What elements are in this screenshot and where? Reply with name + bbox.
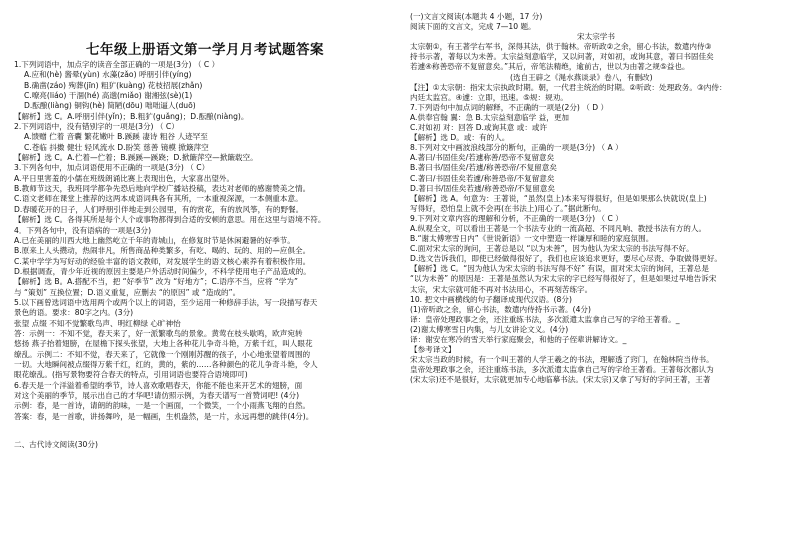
text-line: 【参考译文】: [410, 345, 456, 355]
section-heading: 二、古代诗文阅读(30分): [14, 440, 98, 450]
text-line: 【解析】选 C。A.伫着—伫着；B.蹊蹊—蹊跷；D.掀簸萍空—掀簸载空。: [14, 153, 258, 163]
text-line: 对这个美丽的季节，展示出自己的才华吧!请仿照示例，为春天谱写一首赞词吧! (4分): [14, 391, 300, 400]
text-line: A.馈赠 伫着 音囊 繁花嫩叶 B.蹊蹊 凄诗 粗谷 人迹罕至: [24, 132, 208, 142]
text-line: 持书示著，著每以为未善。太宗益刻意临学，又以问著，对如初，或询其意，著曰书固佳矣: [410, 52, 714, 62]
text-line: 与 “策划” 互换位置；D.语义重复，应删去 “的原因” 或 “造成的”。: [14, 287, 241, 297]
left-body: [14, 60, 396, 422]
text-line: 缭乱。示例二：不知不觉，春天来了，它就像一个刚刚苏醒的孩子，小心地张望着周围的: [14, 349, 311, 359]
text-line: (一)文言文阅读(本题共 4 小题，17 分): [410, 12, 543, 21]
text-line: A.供奉官翰 翼：急 B.太宗益刻意临学 益，更加: [410, 112, 570, 122]
text-line: C.对如初 对：回答 D.或询其意 或：或许: [410, 123, 548, 133]
text-line: 一切。大地瞬间被点缀得万紫千红，红的，黄的，紫的……各种颜色的花儿争奇斗艳，令人: [14, 359, 318, 369]
text-line: 宋太宗当政的时候，有一个叫王著的人学王羲之的书法，理解透了窍门，在翰林院当侍书。: [410, 355, 714, 365]
text-line: 皇帝处理政事之余，还注重练书法，多次派遣太监拿自己写的字给王著看。王著每次都认为: [410, 365, 714, 375]
page-title: 七年级上册语文第一学月月考试题答案: [86, 42, 324, 58]
text-line: B.“谢太傅寒雪日内”《世说新语》一文中塑造一样谦厚和睦的家庭氛围。: [410, 234, 654, 244]
text-line: 3.下列各句中，加点词语使用不正确的一项是(3分) （ C）: [14, 163, 210, 173]
text-line: D.春暖花开的日子，人们呼朋引伴地走到公园里，有的赏花，有的放风筝，有的野餐。: [14, 204, 304, 214]
text-line: 答案：春，是一首歌，讲扬舞吟，是一幅画，生机盎然，是一片，永远再想的跳伴(4分)。: [14, 411, 314, 421]
text-line: 张望 点缀 不知不觉繁歌鸟声、明红柳绿 心旷神怡: [14, 318, 181, 328]
text-line: C.苍临 抖擞 健壮 轻风流水 D.盼笑 慈善 镜模 掀簸萍空: [24, 142, 209, 152]
text-line: (2)谢太傅寒雪日内集，与儿女讲论文义。(4分): [410, 324, 569, 334]
text-line: A.平日里害羞的小儒在班级朗诵比赛上表现出色，大家喜出望外。: [14, 173, 235, 183]
text-line: 译：皇帝处理政事之余，还注重练书法，多次派遣太监拿自己写的字给王著看。_: [410, 314, 680, 324]
text-line: 悠扬 燕子抬着翅膀，在屋檐下探头张望，大地上各种花儿争奇斗艳，万紫千红，叫人眼花: [14, 339, 313, 349]
source-note: (选自王辟之《渑水燕谈录》卷八，有删改): [510, 72, 653, 82]
text-line: 眼花缭乱。(指写景物要符合春天的特点，引用词语也要符合语境即可): [14, 370, 248, 380]
text-line: B.原来上人头攒动，热闹非凡，所售商品种类繁多，有吃、喝的、玩的、用的—应俱全。: [14, 246, 311, 256]
left-column: [14, 0, 396, 450]
text-line: (1)帝听政之余，留心书法，数遣内侍持书示著。(4分): [410, 304, 591, 314]
text-line: 太宗，宋太宗就可能不再对书法用心，不再刻苦练字。: [410, 284, 593, 294]
text-line: 4．下列各句中，没有语病的一项是(3分): [14, 225, 152, 235]
text-line: A.纵观全文，可以看出王著是一个书法专业的一流高超、不同凡响、教授书法有方的人。: [410, 223, 707, 233]
text-line: 阅读下面的文言文，完成 7—10 题。: [410, 22, 536, 32]
text-line: “以为未善” 的原因是：王著是虽然认为宋太宗的字已经写得很好了，但是如果过早地告诉宋: [410, 274, 717, 284]
text-line: D.根据调查，青少年近视的原因主要是户外活动时间偏少，不科学使用电子产品造成的。: [14, 266, 311, 276]
passage-title: 宋太宗学书: [577, 32, 615, 42]
text-line: 8.下列对文中画波浪线部分的断句，正确的一项是(3分) （ A ）: [410, 143, 623, 153]
text-line: 【解析】选 C。A.呼朋引伴(yǐn)；B.粗犷(guǎng)；D.酝酿(niàng)。: [14, 111, 249, 121]
text-line: 1.下列词语中，加点字的读音全部正确的一项是(3分) （ C ）: [14, 60, 220, 69]
text-line: 5.以下画曾选词语中选用两个或两个以上的词语，至少运用一种修辞手法，写一段描写春天: [14, 297, 318, 307]
text-line: C.语文老师在课堂上推荐的这两本成语词典各有其所，一本重视深源，一本侧重本意。: [14, 194, 303, 204]
text-line: 6.春天是一个洋溢着希望的季节，诗人喜欢歌唱春天，你能不能也来开艺术的翅膀，面: [14, 380, 303, 390]
text-line: 示例：春，是一首诗，请朗的韵味，一是一个画面，一个微笑，一个小雨燕飞翔的自然。: [14, 401, 311, 411]
text-line: D.选文告诉我们，即使已经做得很好了，我们也应该追求更好，要尽心尽责、争取做得更好。: [410, 254, 723, 264]
text-line: 【解析】选 B。A.搭配不当，把 “好季节” 改为 “好地方”；C.语序不当，应将 “学为”: [14, 277, 298, 287]
text-line: C.著曰/书固佳矣若遽/称善恐帝/不复留意矣: [410, 173, 555, 183]
text-line: 10. 把文中画横线的句子翻译成现代汉语。(8分): [410, 294, 572, 304]
text-line: 若遽④称善恐帝不复留意矣。”其后，帝笔法精绝，逾前古，世以为由著之规⑤益也。: [410, 62, 690, 72]
text-line: 内廷太监宫。④遽：立即，迅速。⑤规：规劝。: [410, 92, 568, 102]
text-line: D.著曰书/固佳矣若遽/称善恐帝/不复留意矣: [410, 183, 556, 193]
text-line: C.嘹亮(liáo) 干涸(hé) 高邈(miǎo) 谢湘弦(sè)(1): [24, 91, 193, 101]
text-line: C.面对宋太宗的询问，王著总是以 “以为未善”，因为他认为宋太宗的书法写得不好。: [410, 244, 694, 254]
text-line: B.教师节这天，我班同学都争先恐后地向学校广播站投稿，表达对老师的感谢赞美之情。: [14, 184, 311, 194]
text-line: C.某中学学为写好动的经验丰富的语文教师，对发展学生的语文核心素养有着积极作用。: [14, 256, 311, 266]
text-line: B.著曰书/固佳矣/若遽/称善恐帝/不复留意矣: [410, 163, 557, 173]
text-line: A.应和(hè) 酱晕(yùn) 水藻(zǎo) 呼朋引伴(yíng): [24, 70, 192, 80]
text-line: A.已在美丽的川西大地上幽然屹立千年的青城山，在修复时节是休闲避暑的好季节。: [14, 235, 295, 245]
text-line: 答：示例一：不知不觉，春天来了，好一派繁歌鸟的景象。黄莺在枝头歇鸣，欧声宛转: [14, 328, 303, 338]
text-line: 7.下列语句中加点词的解释，不正确的一项是(2分) （ D ）: [410, 102, 609, 112]
text-line: 9.下列对文章内容的理解和分析，不正确的一项是(3分) （ C ）: [410, 213, 623, 223]
text-line: A.著曰/书固佳矣/若遽称善/恐帝不复留意矣: [410, 153, 555, 163]
text-line: 2.下列词语中，没有错别字的一项是(3分) （ C）: [14, 122, 179, 132]
right-column: [410, 0, 782, 385]
text-line: 译：谢安在寒冷的雪天举行家庭聚会，和他的子侄辈讲解诗文。_: [410, 335, 627, 344]
text-line: 写得好，恐怕皇上就不会再(在书法上)用心了。”据此断句。: [410, 203, 606, 213]
text-line: B.确凿(záo) 殉葬(jīn) 粗犷(kuàng) 花枝招展(zhǎn): [24, 80, 203, 90]
text-line: 【解析】选 C。各得其所是每个人个或事物都得到合适的安顿的意思。用在这里与语境不符。: [14, 215, 326, 225]
text-line: (宋太宗)还不是很好，太宗就更加专心地临摹书法。(宋太宗)又拿了写好的字问王著，王著: [410, 375, 711, 385]
text-line: 【解析】选 D。或：有的人。: [410, 133, 510, 143]
text-line: 景色的语。要求：80字之内。(3分): [14, 308, 134, 318]
text-line: 【注】①太宗朝：指宋太宗执政时期。朝，一代君主统治的时期。②听政：处理政务。③内侍：: [410, 82, 727, 92]
text-line: D.酝酿(liàng) 铜钩(hè) 简陋(dōu) 咄咄逼人(duō): [24, 101, 196, 111]
text-line: 【解析】选 A。句意为：王著说，“虽然(皇上)本来写得很好，但是如果那么快就说(皇上): [410, 193, 707, 203]
text-line: 太宗朝①，有王著学右军书，深得其法，供于翰林。帝听政②之余，留心书法，数遣内侍③: [410, 42, 712, 52]
text-line: 【解析】选 C。“因为他认为宋太宗的书法写得不好” 有误，面对宋太宗的询问，王著总是: [410, 264, 709, 274]
